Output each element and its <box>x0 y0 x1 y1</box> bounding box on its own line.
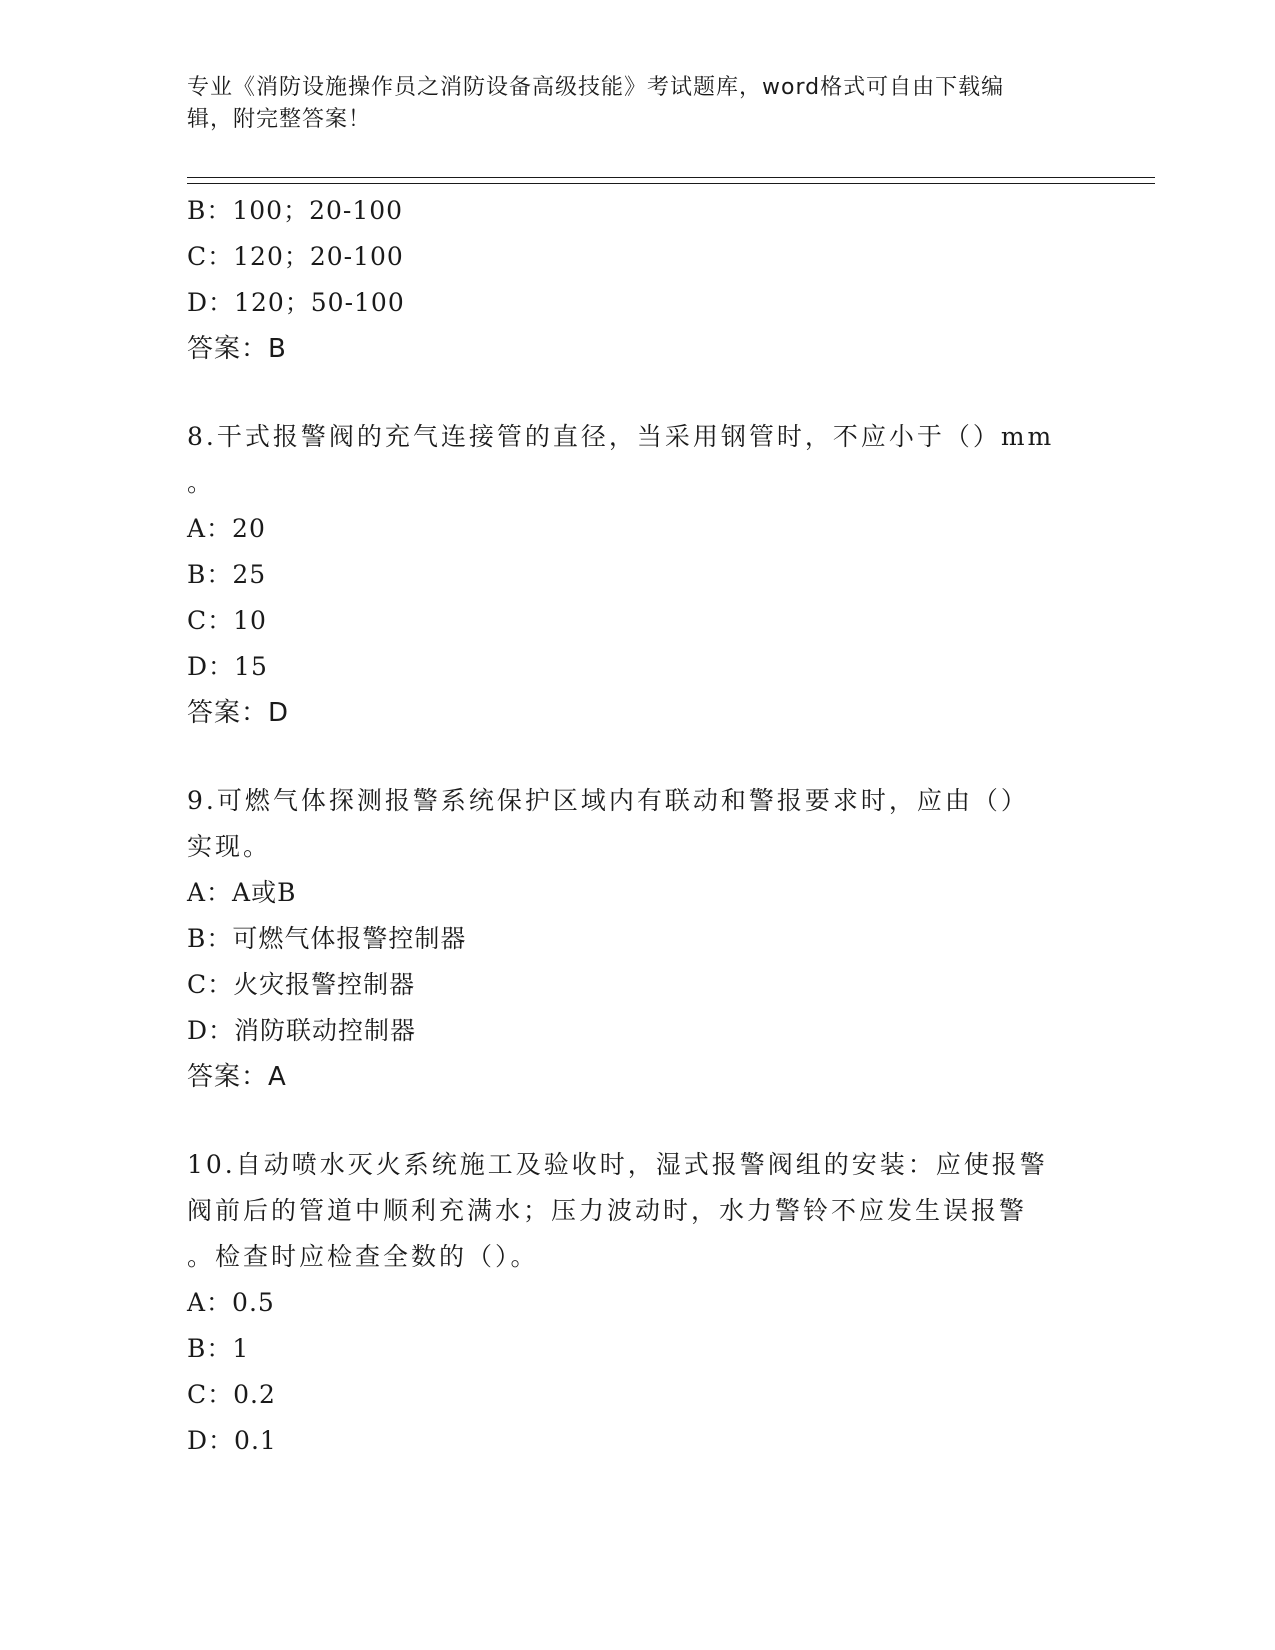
question-9 <box>187 778 1087 1100</box>
answer: 答案：D <box>187 698 290 728</box>
question-stem: 9.可燃气体探测报警系统保护区域内有联动和警报要求时，应由（） <box>187 786 1029 815</box>
option-c: C：10 <box>187 606 267 635</box>
option-c: C：0.2 <box>187 1380 276 1409</box>
header-divider-bottom <box>187 183 1155 184</box>
option-c: C：120；20-100 <box>187 242 404 271</box>
answer: 答案：A <box>187 1062 287 1092</box>
question-stem: 实现。 <box>187 832 272 861</box>
question-stem: 10.自动喷水灭火系统施工及验收时，湿式报警阀组的安装：应使报警 <box>187 1150 1048 1179</box>
option-b: B：100；20-100 <box>187 196 404 225</box>
option-b: B：1 <box>187 1334 250 1363</box>
question-list <box>187 188 1087 1464</box>
option-a: A：A或B <box>187 878 297 907</box>
header-line-1: 专业《消防设施操作员之消防设备高级技能》考试题库，word格式可自由下载编 <box>187 75 1005 100</box>
option-c: C：火灾报警控制器 <box>187 970 416 999</box>
option-d: D：120；50-100 <box>187 288 405 317</box>
header-line-2: 辑，附完整答案！ <box>187 107 372 132</box>
document-header <box>187 72 1067 136</box>
option-b: B：25 <box>187 560 267 589</box>
question-stem: 。检查时应检查全数的（）。 <box>187 1242 539 1271</box>
option-a: A：0.5 <box>187 1288 275 1317</box>
question-stem: 8.干式报警阀的充气连接管的直径，当采用钢管时，不应小于（）mm <box>187 422 1055 451</box>
answer: 答案：B <box>187 334 287 364</box>
option-a: A：20 <box>187 514 266 543</box>
option-d: D：0.1 <box>187 1426 277 1455</box>
option-d: D：消防联动控制器 <box>187 1016 417 1045</box>
header-divider-top <box>187 177 1155 178</box>
option-d: D：15 <box>187 652 268 681</box>
question-7 <box>187 188 1087 372</box>
question-8 <box>187 414 1087 736</box>
option-b: B：可燃气体报警控制器 <box>187 924 467 953</box>
question-10 <box>187 1142 1087 1464</box>
question-stem: 。 <box>187 468 216 497</box>
question-stem: 阀前后的管道中顺利充满水；压力波动时，水力警铃不应发生误报警 <box>187 1196 1028 1225</box>
